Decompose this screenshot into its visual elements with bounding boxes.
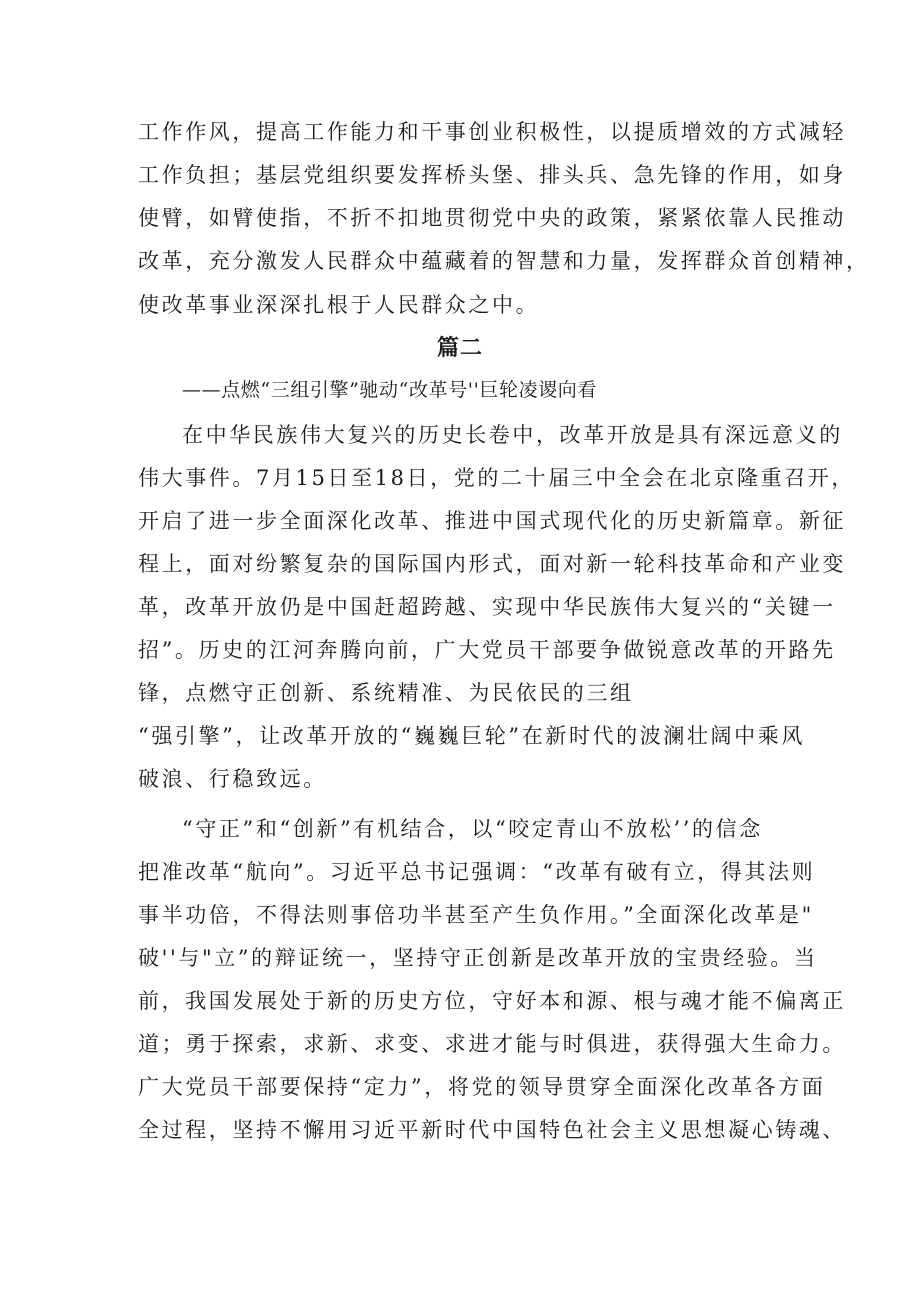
intro-line-3: 使臂，如臂使指，不折不扣地贯彻党中央的政策，紧紧依靠人民推动 (138, 206, 846, 230)
section-title: 篇二 (436, 336, 483, 361)
para2-line-1: “守正”和“创新”有机结合，以“咬定青山不放松’’的信念 (182, 817, 763, 841)
para2-line-3: 事半功倍，不得法则事倍功半甚至产生负作用。”全面深化改革是" (138, 903, 814, 927)
para2-line-5: 前，我国发展处于新的历史方位，守好本和源、根与魂才能不偏离正 (138, 989, 846, 1013)
para1-line-5: 革，改革开放仍是中国赶超跨越、实现中华民族伟大复兴的“关键一 (138, 595, 836, 619)
intro-line-1: 工作作风，提高工作能力和干事创业积极性，以提质增效的方式减轻 (138, 120, 846, 144)
intro-line-2: 工作负担；基层党组织要发挥桥头堡、排头兵、急先锋的作用，如身 (138, 163, 846, 187)
para1-line-9: 破浪、行稳致远。 (138, 767, 327, 791)
para2-line-7: 广大党员干部要保持“定力”，将党的领导贯穿全面深化改革各方面 (138, 1075, 826, 1099)
para2-line-6: 道；勇于探索，求新、求变、求进才能与时俱进，获得强大生命力。 (138, 1032, 846, 1056)
para2-line-4: 破''与"立”的辩证统一，坚持守正创新是改革开放的宝贵经验。当 (138, 946, 818, 970)
para2-line-2: 把准改革“航向”。习近平总书记强调：“改革有破有立，得其法则 (138, 860, 816, 884)
section-subtitle: ——点燃“三组引擎”驰动“改革号''巨轮凌谡向看 (182, 379, 597, 401)
para1-line-2: 伟大事件。7月15日至18日，党的二十届三中全会在北京隆重召开， (138, 466, 856, 490)
para1-line-8: “强引擎”，让改革开放的“巍巍巨轮”在新时代的波澜壮阔中乘风 (138, 724, 805, 748)
para2-line-8: 全过程，坚持不懈用习近平新时代中国特色社会主义思想凝心铸魂、 (138, 1118, 846, 1142)
para1-line-4: 程上，面对纷繁复杂的国际国内形式，面对新一轮科技革命和产业变 (138, 552, 846, 576)
intro-line-4: 改革，充分激发人民群众中蕴藏着的智慧和力量，发挥群众首创精神， (138, 249, 870, 273)
para1-line-1: 在中华民族伟大复兴的历史长卷中，改革开放是具有深远意义的 (182, 423, 843, 447)
para1-line-7: 锋，点燃守正创新、系统精准、为民依民的三组 (138, 681, 634, 705)
para1-line-6: 招”。历史的江河奔腾向前，广大党员干部要争做锐意改革的开路先 (138, 638, 836, 662)
para1-line-3: 开启了进一步全面深化改革、推进中国式现代化的历史新篇章。新征 (138, 509, 846, 533)
intro-line-5: 使改革事业深深扎根于人民群众之中。 (138, 293, 540, 317)
